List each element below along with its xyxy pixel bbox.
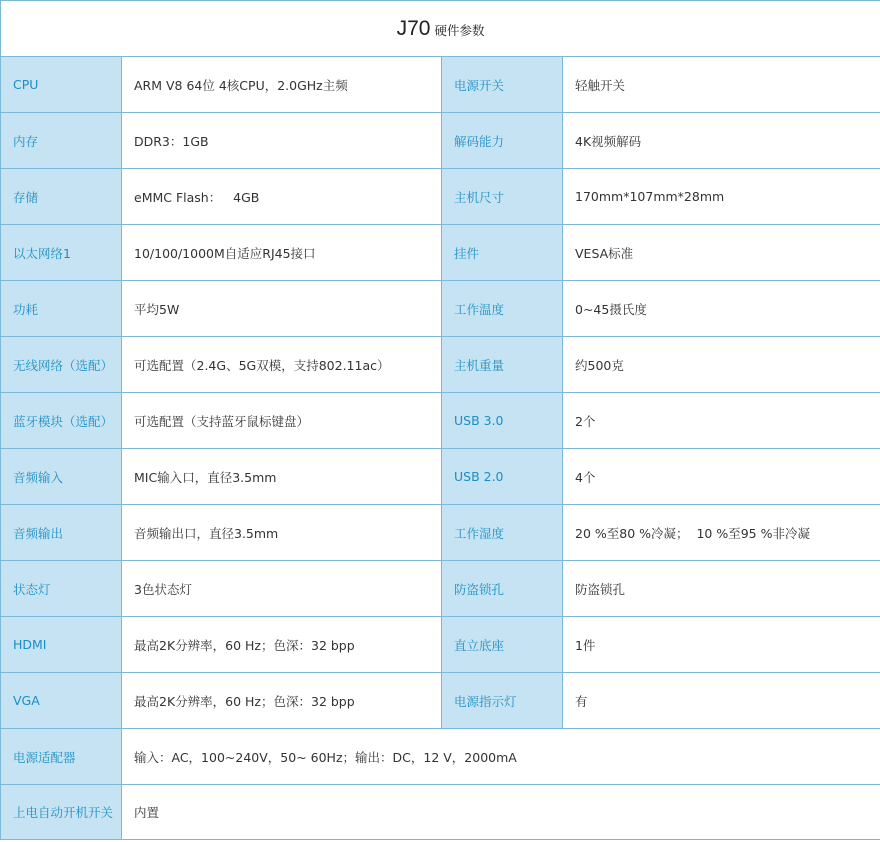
spec-row-wide — [1, 729, 880, 785]
spec-label: 以太网络1 — [1, 225, 122, 281]
spec-label: 工作温度 — [442, 281, 563, 337]
spec-value: 防盗锁孔 — [563, 561, 880, 617]
spec-value: 约500克 — [563, 337, 880, 393]
spec-value: 4K视频解码 — [563, 113, 880, 169]
spec-row-wide — [1, 785, 880, 840]
table-title — [1, 1, 880, 57]
spec-value: 1件 — [563, 617, 880, 673]
spec-label: 主机重量 — [442, 337, 563, 393]
spec-value: 可选配置（2.4G、5G双模，支持802.11ac） — [122, 337, 442, 393]
spec-label: VGA — [1, 673, 122, 729]
spec-value: 内置 — [122, 785, 880, 840]
spec-label: CPU — [1, 57, 122, 113]
spec-value: 0~45摄氏度 — [563, 281, 880, 337]
spec-label: 状态灯 — [1, 561, 122, 617]
spec-label: 解码能力 — [442, 113, 563, 169]
spec-row — [1, 505, 880, 561]
spec-label: 功耗 — [1, 281, 122, 337]
spec-value: MIC输入口，直径3.5mm — [122, 449, 442, 505]
spec-row — [1, 113, 880, 169]
spec-label: 内存 — [1, 113, 122, 169]
spec-value: 有 — [563, 673, 880, 729]
spec-value: 输入：AC，100~240V，50~ 60Hz；输出：DC，12 V，2000mA — [122, 729, 880, 785]
spec-label: 存储 — [1, 169, 122, 225]
spec-value: 轻触开关 — [563, 57, 880, 113]
spec-value: 3色状态灯 — [122, 561, 442, 617]
spec-row — [1, 169, 880, 225]
spec-value: 可选配置（支持蓝牙鼠标键盘） — [122, 393, 442, 449]
spec-value: 20 %至80 %冷凝； 10 %至95 %非冷凝 — [563, 505, 880, 561]
spec-row — [1, 281, 880, 337]
spec-label: 电源指示灯 — [442, 673, 563, 729]
spec-value: 4个 — [563, 449, 880, 505]
spec-value: 平均5W — [122, 281, 442, 337]
spec-row — [1, 337, 880, 393]
spec-label: 工作湿度 — [442, 505, 563, 561]
spec-row — [1, 225, 880, 281]
spec-label: 上电自动开机开关 — [1, 785, 122, 840]
spec-value: 最高2K分辨率，60 Hz；色深：32 bpp — [122, 617, 442, 673]
spec-label: USB 2.0 — [442, 449, 563, 505]
spec-label: 音频输入 — [1, 449, 122, 505]
spec-row — [1, 673, 880, 729]
title-text: 硬件参数 — [434, 22, 485, 38]
spec-row — [1, 561, 880, 617]
spec-value: 最高2K分辨率，60 Hz；色深：32 bpp — [122, 673, 442, 729]
spec-row — [1, 617, 880, 673]
spec-value: 2个 — [563, 393, 880, 449]
spec-value: 10/100/1000M自适应RJ45接口 — [122, 225, 442, 281]
spec-value: 170mm*107mm*28mm — [563, 169, 880, 225]
spec-label: 主机尺寸 — [442, 169, 563, 225]
spec-label: USB 3.0 — [442, 393, 563, 449]
spec-label: 无线网络（选配） — [1, 337, 122, 393]
spec-label: 电源适配器 — [1, 729, 122, 785]
spec-value: DDR3：1GB — [122, 113, 442, 169]
spec-label: 直立底座 — [442, 617, 563, 673]
spec-label: 音频输出 — [1, 505, 122, 561]
spec-label: HDMI — [1, 617, 122, 673]
spec-row — [1, 449, 880, 505]
spec-label: 电源开关 — [442, 57, 563, 113]
spec-value: eMMC Flash： 4GB — [122, 169, 442, 225]
spec-label: 挂件 — [442, 225, 563, 281]
spec-row — [1, 393, 880, 449]
spec-value: 音频输出口，直径3.5mm — [122, 505, 442, 561]
spec-label: 蓝牙模块（选配） — [1, 393, 122, 449]
spec-row — [1, 57, 880, 113]
spec-value: VESA标准 — [563, 225, 880, 281]
title-row — [1, 1, 880, 57]
spec-value: ARM V8 64位 4核CPU，2.0GHz主频 — [122, 57, 442, 113]
spec-label: 防盗锁孔 — [442, 561, 563, 617]
model-name: J70 — [396, 16, 431, 40]
